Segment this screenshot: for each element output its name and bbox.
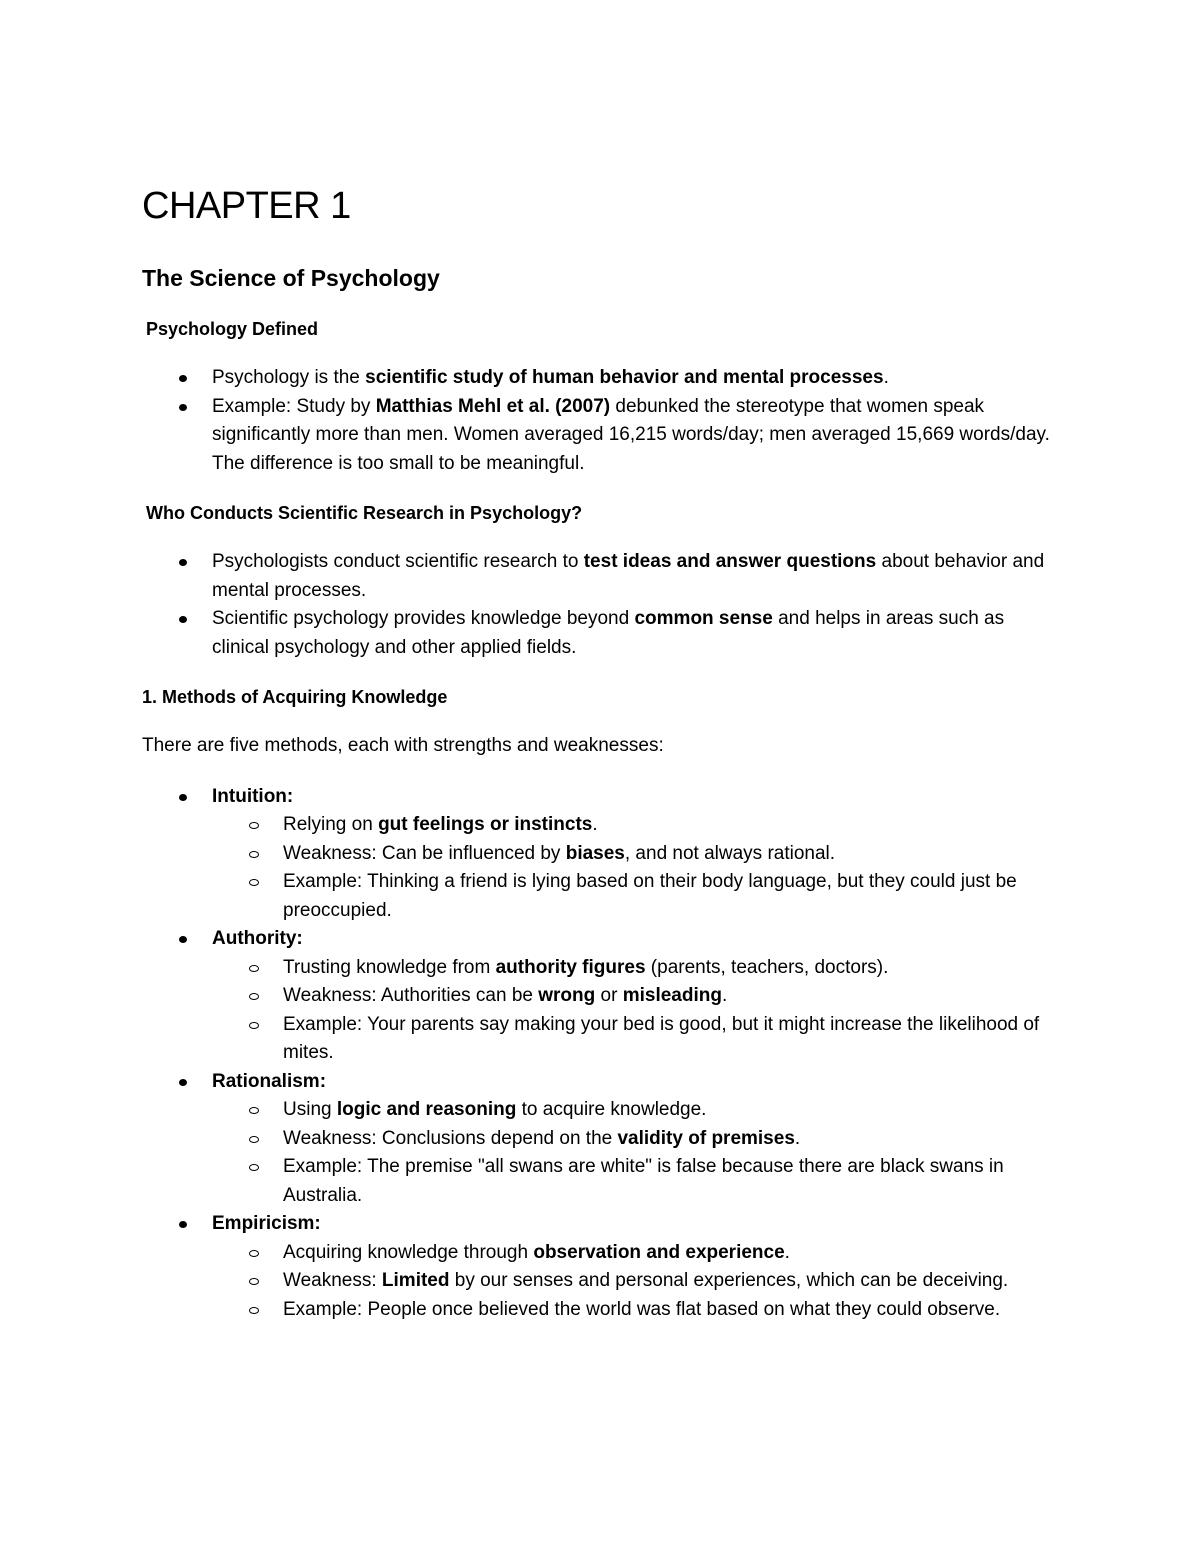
bullet-icon	[179, 559, 187, 566]
bullet-icon	[179, 404, 187, 411]
list-item: Example: Your parents say making your bed is good, but it might increase the likelihood of mites.	[212, 1011, 1062, 1068]
bullet-icon	[179, 1221, 187, 1228]
hollow-bullet-icon	[249, 993, 259, 1000]
list-item: Psychologists conduct scientific research to test ideas and answer questions about behavior and mental processes.	[142, 548, 1062, 605]
hollow-bullet-icon	[249, 1307, 259, 1314]
hollow-bullet-icon	[249, 1136, 259, 1143]
method-label: Rationalism:	[212, 1070, 327, 1092]
hollow-bullet-icon	[249, 879, 259, 886]
method-label: Intuition:	[212, 785, 294, 807]
method-intuition	[142, 783, 1062, 812]
list-item: Acquiring knowledge through observation and experience.	[212, 1239, 1062, 1268]
hollow-bullet-icon	[249, 851, 259, 858]
document-title: The Science of Psychology	[142, 265, 440, 291]
list-item: Weakness: Authorities can be wrong or misleading.	[212, 982, 1062, 1011]
bullet-icon	[179, 375, 187, 382]
hollow-bullet-icon	[249, 1278, 259, 1285]
psychology-defined-list	[142, 364, 1062, 478]
bullet-icon	[179, 1079, 187, 1086]
section-heading-methods: 1. Methods of Acquiring Knowledge	[142, 687, 448, 707]
hollow-bullet-icon	[249, 822, 259, 829]
method-empiricism	[142, 1210, 1062, 1239]
method-authority	[142, 925, 1062, 954]
hollow-bullet-icon	[249, 1107, 259, 1114]
list-item: Example: The premise "all swans are white" is false because there are black swans in Australia.	[212, 1153, 1062, 1210]
list-item: Example: People once believed the world was flat based on what they could observe.	[212, 1296, 1062, 1325]
method-label: Authority:	[212, 928, 303, 949]
list-item: Relying on gut feelings or instincts.	[212, 811, 1062, 840]
bullet-icon	[179, 616, 187, 623]
method-empiricism-details	[142, 1239, 1062, 1325]
method-authority-details	[142, 954, 1062, 1068]
list-item: Weakness: Limited by our senses and personal experiences, which can be deceiving.	[212, 1267, 1062, 1296]
list-item: Scientific psychology provides knowledge beyond common sense and helps in areas such as clinical psychology and other applied fields.	[142, 605, 1062, 662]
method-label: Empiricism:	[212, 1213, 321, 1234]
hollow-bullet-icon	[249, 1250, 259, 1257]
list-item: Example: Thinking a friend is lying based on their body language, but they could just be preoccupied.	[212, 868, 1062, 925]
method-intuition-details	[142, 811, 1062, 925]
list-item: Trusting knowledge from authority figures (parents, teachers, doctors).	[212, 954, 1062, 983]
section-heading-who-conducts: Who Conducts Scientific Research in Psychology?	[146, 503, 583, 523]
method-rationalism	[142, 1068, 1062, 1097]
hollow-bullet-icon	[249, 965, 259, 972]
who-conducts-list	[142, 548, 1062, 662]
list-item: Psychology is the scientific study of human behavior and mental processes.	[142, 364, 1062, 393]
list-item: Weakness: Can be influenced by biases, and not always rational.	[212, 840, 1062, 869]
bullet-icon	[179, 936, 187, 943]
methods-intro: There are five methods, each with strengths and weaknesses:	[142, 735, 664, 756]
document-page	[142, 180, 1062, 1324]
bullet-icon	[179, 794, 187, 801]
section-heading-psychology-defined: Psychology Defined	[146, 319, 319, 339]
hollow-bullet-icon	[249, 1164, 259, 1171]
list-item: Weakness: Conclusions depend on the validity of premises.	[212, 1125, 1062, 1154]
list-item: Example: Study by Matthias Mehl et al. (2007) debunked the stereotype that women speak significantly more than men. Women averaged 16,215 words/day; men averaged 15,669 words/day. The difference is too small to be meaningful.	[142, 393, 1062, 479]
hollow-bullet-icon	[249, 1022, 259, 1029]
methods-list	[142, 783, 1062, 1325]
chapter-title: CHAPTER 1	[142, 185, 351, 227]
list-item: Using logic and reasoning to acquire knowledge.	[212, 1096, 1062, 1125]
method-rationalism-details	[142, 1096, 1062, 1210]
